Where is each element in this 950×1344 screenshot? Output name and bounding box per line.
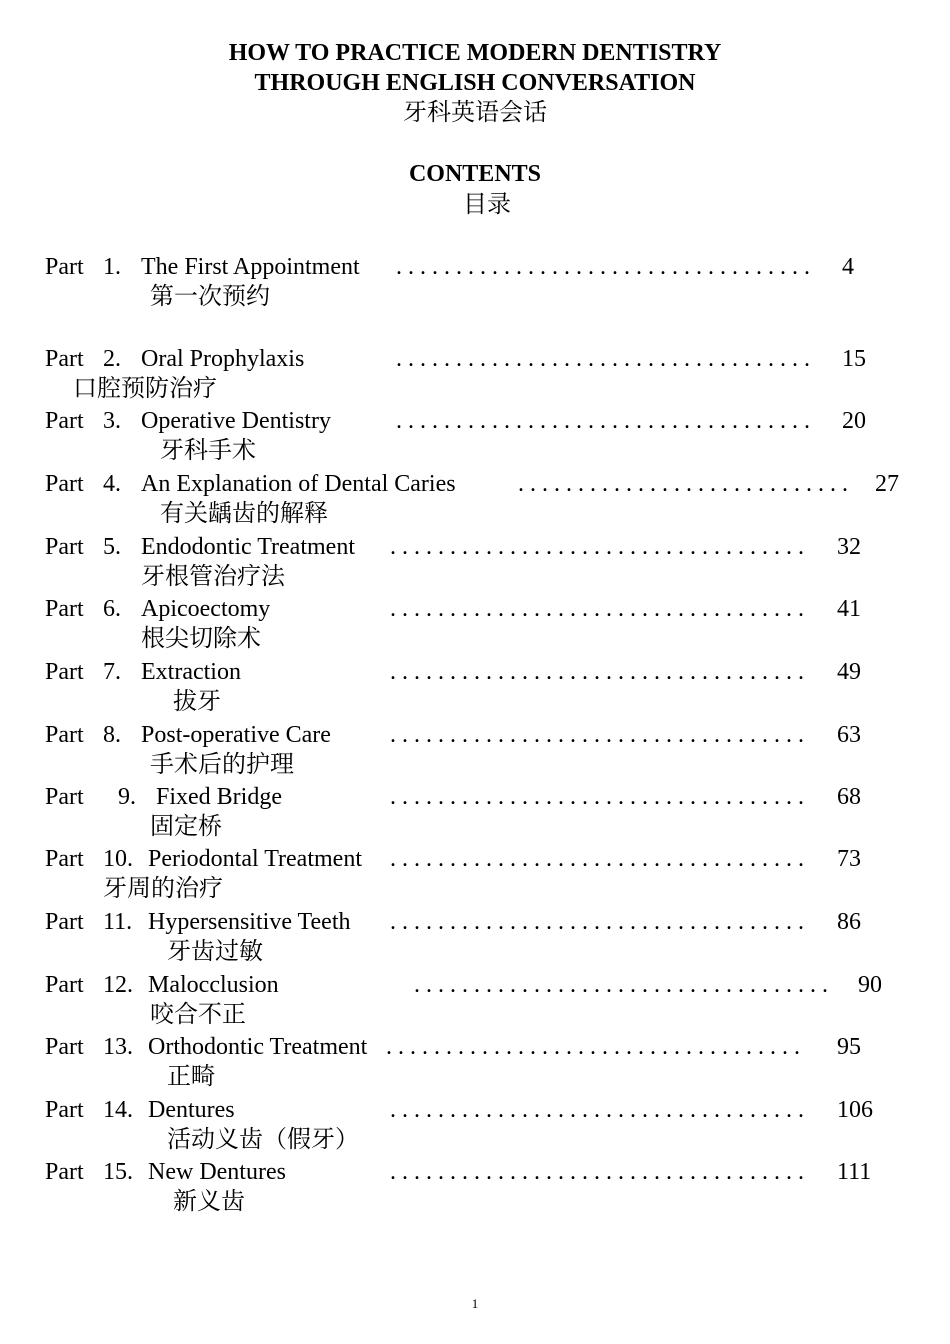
part-label: Part bbox=[45, 1159, 84, 1185]
part-label: Part bbox=[45, 254, 84, 280]
document-subtitle-chinese: 牙科英语会话 bbox=[403, 100, 547, 126]
part-label: Part bbox=[45, 346, 84, 372]
dot-leader: . . . . . . . . . . . . . . . . . . . . . . . . . . . . . . . . . . . bbox=[390, 659, 804, 685]
dot-leader: . . . . . . . . . . . . . . . . . . . . . . . . . . . . . . . . . . . bbox=[390, 1159, 804, 1185]
page-reference: 111 bbox=[837, 1159, 872, 1185]
toc-entry-part-11[interactable] bbox=[0, 907, 950, 967]
toc-entry-part-15[interactable] bbox=[0, 1157, 950, 1217]
toc-entry-part-12[interactable] bbox=[0, 970, 950, 1030]
chapter-title[interactable]: Oral Prophylaxis bbox=[141, 346, 305, 372]
chapter-title[interactable]: Malocclusion bbox=[148, 972, 279, 998]
page-reference: 73 bbox=[837, 846, 861, 872]
part-number: 9. bbox=[118, 784, 136, 810]
part-number: 5. bbox=[103, 534, 121, 560]
chapter-title[interactable]: Fixed Bridge bbox=[156, 784, 282, 810]
chapter-title-chinese: 新义齿 bbox=[173, 1189, 245, 1215]
toc-entry-part-8[interactable] bbox=[0, 720, 950, 780]
chapter-title-chinese: 牙科手术 bbox=[160, 438, 256, 464]
chapter-title[interactable]: Dentures bbox=[148, 1097, 235, 1123]
chapter-title[interactable]: Hypersensitive Teeth bbox=[148, 909, 351, 935]
chapter-title[interactable]: Periodontal Treatment bbox=[148, 846, 362, 872]
chapter-title[interactable]: Post-operative Care bbox=[141, 722, 331, 748]
page-reference: 20 bbox=[842, 408, 866, 434]
toc-entry-part-2[interactable] bbox=[0, 344, 950, 404]
page-reference: 15 bbox=[842, 346, 866, 372]
part-label: Part bbox=[45, 659, 84, 685]
chapter-title[interactable]: Operative Dentistry bbox=[141, 408, 331, 434]
toc-entry-part-3[interactable] bbox=[0, 406, 950, 466]
dot-leader: . . . . . . . . . . . . . . . . . . . . . . . . . . . . . . . . . . . bbox=[390, 846, 804, 872]
toc-entry-part-7[interactable] bbox=[0, 657, 950, 717]
part-label: Part bbox=[45, 596, 84, 622]
part-label: Part bbox=[45, 408, 84, 434]
chapter-title[interactable]: New Dentures bbox=[148, 1159, 286, 1185]
chapter-title-chinese: 口腔预防治疗 bbox=[73, 376, 217, 402]
part-label: Part bbox=[45, 534, 84, 560]
dot-leader: . . . . . . . . . . . . . . . . . . . . . . . . . . . . . . . . . . . bbox=[390, 596, 804, 622]
part-label: Part bbox=[45, 972, 84, 998]
part-number: 10. bbox=[103, 846, 133, 872]
part-label: Part bbox=[45, 1034, 84, 1060]
page-reference: 68 bbox=[837, 784, 861, 810]
page-reference: 86 bbox=[837, 909, 861, 935]
page-reference: 63 bbox=[837, 722, 861, 748]
dot-leader: . . . . . . . . . . . . . . . . . . . . . . . . . . . . . . . . . . . bbox=[386, 1034, 800, 1060]
chapter-title-chinese: 活动义齿（假牙） bbox=[167, 1127, 359, 1153]
part-number: 13. bbox=[103, 1034, 133, 1060]
contents-heading: CONTENTS bbox=[408, 161, 542, 187]
dot-leader: . . . . . . . . . . . . . . . . . . . . . . . . . . . . . . . . . . . bbox=[390, 722, 804, 748]
part-label: Part bbox=[45, 722, 84, 748]
page-reference: 49 bbox=[837, 659, 861, 685]
chapter-title-chinese: 有关龋齿的解释 bbox=[160, 501, 328, 527]
part-label: Part bbox=[45, 784, 84, 810]
chapter-title-chinese: 牙周的治疗 bbox=[103, 876, 223, 902]
dot-leader: . . . . . . . . . . . . . . . . . . . . . . . . . . . . . . . . . . . bbox=[390, 909, 804, 935]
part-number: 3. bbox=[103, 408, 121, 434]
dot-leader: . . . . . . . . . . . . . . . . . . . . . . . . . . . . . . . . . . . bbox=[390, 534, 804, 560]
chapter-title-chinese: 根尖切除术 bbox=[141, 626, 261, 652]
toc-entry-part-1[interactable] bbox=[0, 252, 950, 312]
dot-leader: . . . . . . . . . . . . . . . . . . . . . . . . . . . . . . . . . . . bbox=[396, 254, 810, 280]
part-number: 6. bbox=[103, 596, 121, 622]
part-number: 14. bbox=[103, 1097, 133, 1123]
part-number: 7. bbox=[103, 659, 121, 685]
chapter-title[interactable]: Endodontic Treatment bbox=[141, 534, 355, 560]
chapter-title-chinese: 固定桥 bbox=[150, 814, 222, 840]
chapter-title-chinese: 咬合不正 bbox=[150, 1002, 246, 1028]
part-number: 4. bbox=[103, 471, 121, 497]
part-label: Part bbox=[45, 471, 84, 497]
page-reference: 106 bbox=[837, 1097, 873, 1123]
part-number: 11. bbox=[103, 909, 133, 935]
chapter-title-chinese: 牙齿过敏 bbox=[167, 939, 263, 965]
page-reference: 95 bbox=[837, 1034, 861, 1060]
page-reference: 90 bbox=[858, 972, 882, 998]
chapter-title-chinese: 正畸 bbox=[167, 1064, 215, 1090]
chapter-title-chinese: 第一次预约 bbox=[150, 284, 270, 310]
chapter-title[interactable]: Orthodontic Treatment bbox=[148, 1034, 368, 1060]
chapter-title[interactable]: Extraction bbox=[141, 659, 241, 685]
document-title-line-1: HOW TO PRACTICE MODERN DENTISTRY bbox=[228, 40, 722, 66]
part-number: 12. bbox=[103, 972, 133, 998]
dot-leader: . . . . . . . . . . . . . . . . . . . . . . . . . . . . . . . . . . . bbox=[396, 408, 810, 434]
dot-leader: . . . . . . . . . . . . . . . . . . . . . . . . . . . . . . . . . . . bbox=[396, 346, 810, 372]
document-title-line-2: THROUGH ENGLISH CONVERSATION bbox=[254, 70, 696, 96]
part-number: 2. bbox=[103, 346, 121, 372]
page-reference: 27 bbox=[875, 471, 899, 497]
part-number: 8. bbox=[103, 722, 121, 748]
dot-leader: . . . . . . . . . . . . . . . . . . . . . . . . . . . . . . . . . . . bbox=[390, 784, 804, 810]
chapter-title[interactable]: The First Appointment bbox=[141, 254, 360, 280]
toc-entry-part-6[interactable] bbox=[0, 594, 950, 654]
part-label: Part bbox=[45, 846, 84, 872]
chapter-title-chinese: 拔牙 bbox=[173, 689, 221, 715]
toc-entry-part-14[interactable] bbox=[0, 1095, 950, 1155]
chapter-title[interactable]: An Explanation of Dental Caries bbox=[141, 471, 456, 497]
page-reference: 32 bbox=[837, 534, 861, 560]
part-number: 15. bbox=[103, 1159, 133, 1185]
toc-entry-part-9[interactable] bbox=[0, 782, 950, 842]
toc-entry-part-4[interactable] bbox=[0, 469, 950, 529]
part-label: Part bbox=[45, 1097, 84, 1123]
toc-entry-part-5[interactable] bbox=[0, 532, 950, 592]
dot-leader: . . . . . . . . . . . . . . . . . . . . . . . . . . . . . . . . . . . bbox=[390, 1097, 804, 1123]
chapter-title[interactable]: Apicoectomy bbox=[141, 596, 271, 622]
chapter-title-chinese: 手术后的护理 bbox=[150, 752, 294, 778]
toc-entry-part-13[interactable] bbox=[0, 1032, 950, 1092]
part-number: 1. bbox=[103, 254, 121, 280]
part-label: Part bbox=[45, 909, 84, 935]
chapter-title-chinese: 牙根管治疗法 bbox=[141, 564, 285, 590]
page-number: 1 bbox=[471, 1296, 479, 1311]
toc-entry-part-10[interactable] bbox=[0, 844, 950, 904]
dot-leader: . . . . . . . . . . . . . . . . . . . . . . . . . . . . . . . . . . . bbox=[414, 972, 828, 998]
page-reference: 41 bbox=[837, 596, 861, 622]
dot-leader: . . . . . . . . . . . . . . . . . . . . . . . . . . . . bbox=[518, 471, 848, 497]
contents-heading-chinese: 目录 bbox=[463, 192, 511, 218]
page-reference: 4 bbox=[842, 254, 854, 280]
